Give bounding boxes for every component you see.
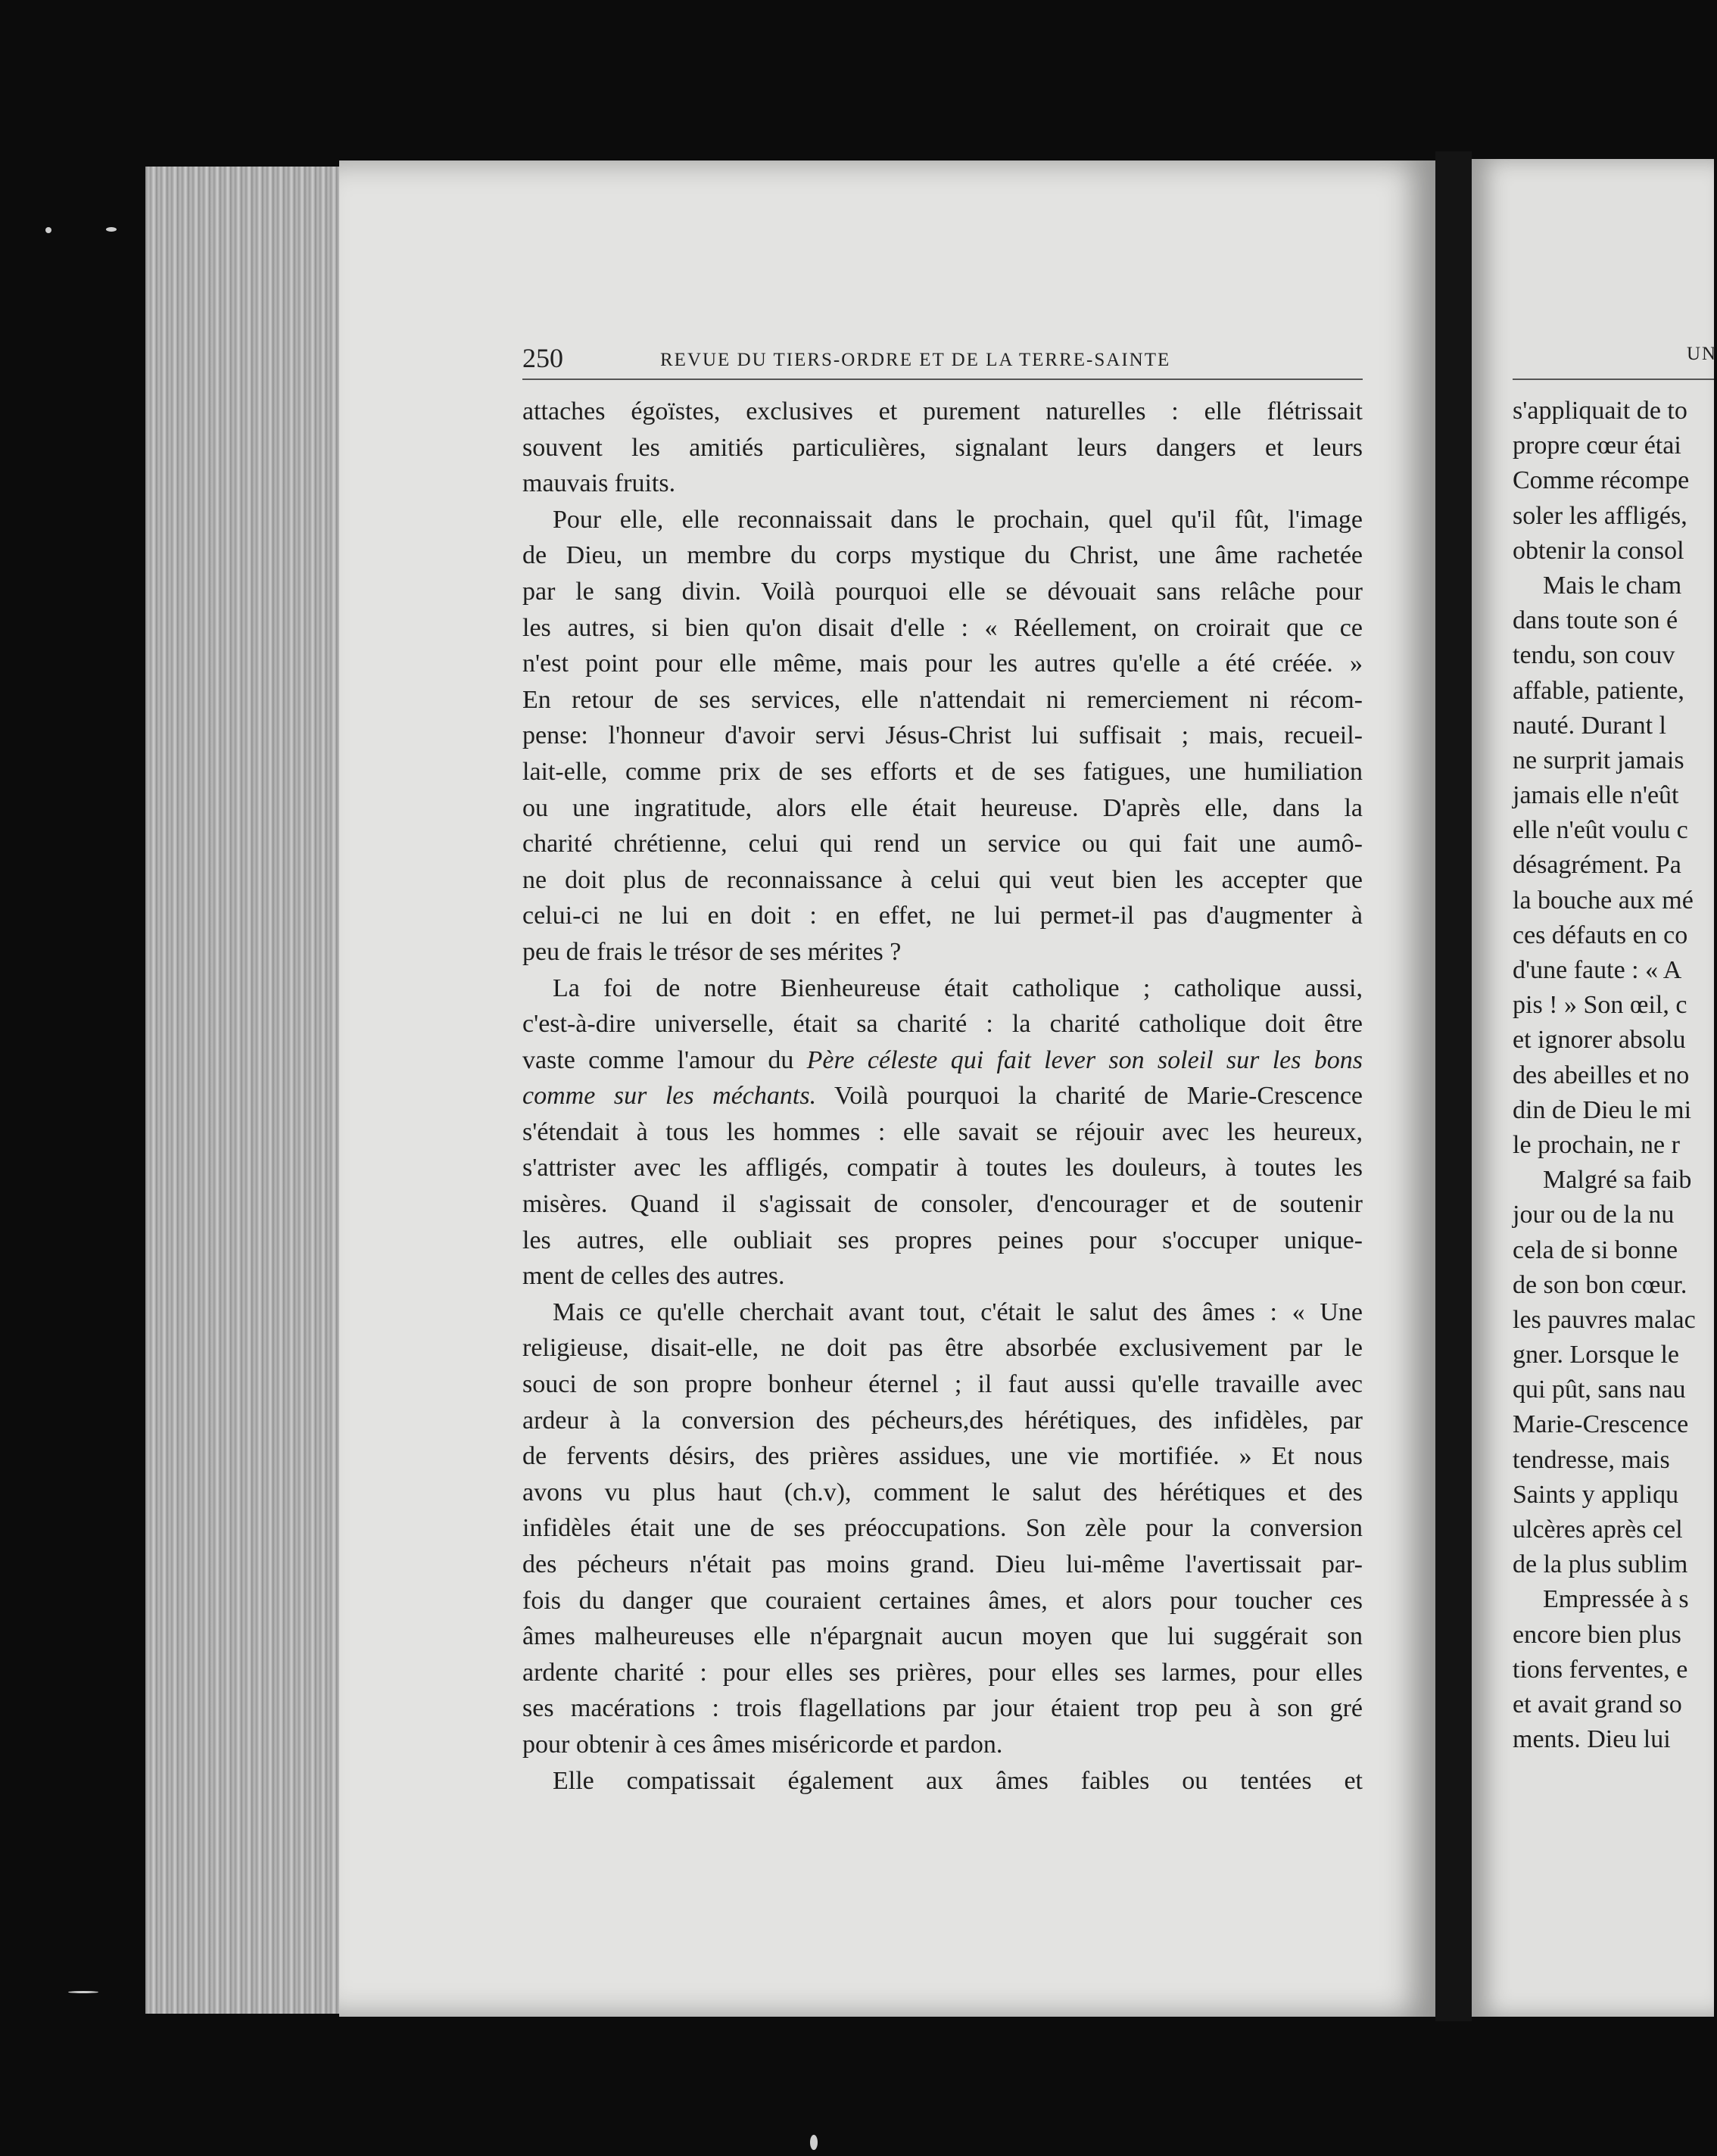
line-text: Elle compatissait également aux âmes faibles ou tentées et (553, 1766, 1363, 1795)
line-text: n'est point pour elle même, mais pour les autres qu'elle a été créée. » (522, 650, 1363, 678)
right-text-line: propre cœur étai (1513, 432, 1681, 460)
right-text-line: jour ou de la nu (1513, 1201, 1675, 1229)
line-text: infidèles était une de ses préoccupations. Son zèle pour la conversion (522, 1514, 1363, 1543)
text-line (522, 537, 1363, 574)
right-text-line: des abeilles et no (1513, 1061, 1690, 1089)
text-line (522, 1619, 1363, 1655)
text-line (522, 1475, 1363, 1511)
dust-speck (106, 227, 117, 232)
line-text: des pécheurs n'était pas moins grand. Dieu lui-même l'avertissait par- (522, 1550, 1363, 1578)
text-line (522, 790, 1363, 827)
text-line (522, 1510, 1363, 1547)
text-line (522, 1006, 1363, 1042)
right-text-line: ces défauts en co (1513, 921, 1688, 949)
dust-speck (810, 2135, 818, 2150)
line-text: ardente charité : pour elles ses prières, pour elles ses larmes, pour elles (522, 1658, 1363, 1687)
right-text-line: Empressée à s (1543, 1585, 1689, 1614)
text-line (522, 971, 1363, 1007)
text-line (522, 1330, 1363, 1366)
right-text-line: qui pût, sans nau (1513, 1376, 1686, 1404)
right-text-line: Comme récompe (1513, 466, 1690, 495)
right-text-line: les pauvres malac (1513, 1305, 1696, 1334)
running-header: REVUE DU TIERS-ORDRE ET DE LA TERRE-SAINTE (660, 350, 1171, 370)
line-text: ses macérations : trois flagellations par jour étaient trop peu à son gré (522, 1694, 1363, 1723)
book-page-edges (145, 167, 344, 2014)
text-line (522, 430, 1363, 466)
line-text: En retour de ses services, elle n'attendait ni remerciement ni récom- (522, 685, 1363, 714)
text-line (522, 1258, 1363, 1295)
right-text-line: de son bon cœur. (1513, 1270, 1687, 1299)
dust-speck (45, 227, 51, 233)
line-text: pour obtenir à ces âmes miséricorde et pardon. (522, 1730, 1003, 1759)
text-line (522, 1295, 1363, 1331)
line-text: Pour elle, elle reconnaissait dans le prochain, quel qu'il fût, l'image (553, 505, 1363, 534)
text-line (522, 898, 1363, 934)
line-text: ment de celles des autres. (522, 1262, 785, 1291)
right-text-line: soler les affligés, (1513, 501, 1687, 530)
text-line (522, 1763, 1363, 1799)
line-text: pense: l'honneur d'avoir servi Jésus-Christ lui suffisait ; mais, recueil- (522, 721, 1363, 750)
text-line (522, 1438, 1363, 1475)
text-line (522, 1223, 1363, 1259)
text-line (522, 754, 1363, 790)
text-line (522, 1403, 1363, 1439)
line-text: charité chrétienne, celui qui rend un service ou qui fait une aumô- (522, 830, 1363, 858)
line-text: ne doit plus de reconnaissance à celui qui veut bien les accepter que (522, 865, 1363, 894)
line-text: ou une ingratitude, alors elle était heureuse. D'après elle, dans la (522, 793, 1363, 822)
text-line (522, 646, 1363, 682)
line-text: peu de frais le trésor de ses mérites ? (522, 937, 902, 966)
text-line (522, 1655, 1363, 1691)
dust-speck (68, 1991, 98, 1993)
right-text-line: ne surprit jamais (1513, 746, 1684, 774)
text-line (522, 610, 1363, 646)
line-text: misères. Quand il s'agissait de consoler, d'encourager et de soutenir (522, 1190, 1363, 1219)
right-text-line: ulcères après cel (1513, 1516, 1683, 1544)
right-header-rule (1513, 379, 1714, 380)
text-line (522, 1366, 1363, 1403)
italic-text: Père céleste qui fait lever son soleil sur les bons (806, 1045, 1363, 1074)
line-text: par le sang divin. Voilà pourquoi elle se dévouait sans relâche pour (522, 577, 1363, 606)
page-number: 250 (522, 343, 563, 373)
right-text-line: le prochain, ne r (1513, 1130, 1680, 1159)
right-text-line: tions ferventes, e (1513, 1655, 1688, 1684)
right-text-line: elle n'eût voulu c (1513, 816, 1688, 845)
right-text-line: et ignorer absolu (1513, 1026, 1686, 1055)
text-line (522, 1583, 1363, 1619)
right-text-line: din de Dieu le mi (1513, 1095, 1692, 1124)
right-text-line: jamais elle n'eût (1513, 781, 1679, 810)
header-rule (522, 379, 1363, 380)
line-text: lait-elle, comme prix de ses efforts et de ses fatigues, une humiliation (522, 757, 1363, 786)
text-line (522, 862, 1363, 899)
right-text-line: la bouche aux mé (1513, 886, 1694, 914)
right-text-line: et avait grand so (1513, 1690, 1682, 1718)
line-text: souci de son propre bonheur éternel ; il faut aussi qu'elle travaille avec (522, 1370, 1363, 1399)
text-line (522, 1186, 1363, 1223)
text-line (522, 1042, 1363, 1079)
text-line (522, 718, 1363, 754)
text-line (522, 466, 1363, 502)
text-line (522, 574, 1363, 610)
right-text-line: tendu, son couv (1513, 641, 1675, 670)
line-text: mauvais fruits. (522, 469, 676, 498)
text-line (522, 1547, 1363, 1583)
line-text: celui-ci ne lui en doit : en effet, ne lui permet-il pas d'augmenter à (522, 902, 1363, 930)
right-text-line: tendresse, mais (1513, 1445, 1670, 1474)
book-gutter (1435, 151, 1472, 2021)
line-text: âmes malheureuses elle n'épargnait aucun moyen que lui suggérait son (522, 1622, 1363, 1651)
right-text-line: s'appliquait de to (1513, 397, 1687, 425)
right-text-line: gner. Lorsque le (1513, 1341, 1679, 1369)
line-text: de Dieu, un membre du corps mystique du Christ, une âme rachetée (522, 541, 1363, 570)
right-text-line: d'une faute : « A (1513, 956, 1682, 984)
line-text: attaches égoïstes, exclusives et purement naturelles : elle flétrissait (522, 397, 1363, 425)
text-line (522, 502, 1363, 538)
right-text-line: encore bien plus (1513, 1620, 1681, 1649)
italic-text: comme sur les méchants. (522, 1082, 817, 1111)
right-text-line: Saints y appliqu (1513, 1480, 1679, 1509)
line-text: s'étendait à tous les hommes : elle savait se réjouir avec les heureux, (522, 1117, 1363, 1146)
right-text-line: dans toute son é (1513, 606, 1678, 635)
line-text: Mais ce qu'elle cherchait avant tout, c'était le salut des âmes : « Une (553, 1298, 1363, 1326)
right-text-line: Mais le cham (1543, 571, 1682, 600)
right-text-line: pis ! » Son œil, c (1513, 991, 1687, 1020)
line-text-after: Voilà pourquoi la charité de Marie-Crescence (816, 1082, 1363, 1111)
line-text: souvent les amitiés particulières, signalant leurs dangers et leurs (522, 433, 1363, 462)
text-line (522, 934, 1363, 971)
right-text-line: cela de si bonne (1513, 1235, 1678, 1264)
line-text: les autres, si bien qu'on disait d'elle : « Réellement, on croirait que ce (522, 613, 1363, 642)
right-text-line: nauté. Durant l (1513, 711, 1666, 740)
line-text: s'attrister avec les affligés, compatir à toutes les douleurs, à toutes les (522, 1154, 1363, 1182)
right-text-line: désagrément. Pa (1513, 851, 1681, 880)
text-line (522, 682, 1363, 718)
line-text: de fervents désirs, des prières assidues, une vie mortifiée. » Et nous (522, 1442, 1363, 1471)
right-running-header: UN (1687, 344, 1717, 364)
text-line (522, 394, 1363, 430)
right-page-text (1513, 394, 1714, 1757)
right-text-line: Marie-Crescence (1513, 1410, 1689, 1439)
right-text-line: Malgré sa faib (1543, 1166, 1692, 1195)
text-line (522, 1114, 1363, 1151)
text-line (522, 1690, 1363, 1727)
text-line (522, 1727, 1363, 1763)
right-text-line: obtenir la consol (1513, 536, 1684, 565)
line-text: les autres, elle oubliait ses propres peines pour s'occuper unique- (522, 1226, 1363, 1254)
line-text: ardeur à la conversion des pécheurs,des hérétiques, des infidèles, par (522, 1406, 1363, 1435)
line-text: c'est-à-dire universelle, était sa charité : la charité catholique doit être (522, 1010, 1363, 1039)
line-text: avons vu plus haut (ch.v), comment le salut des hérétiques et des (522, 1478, 1363, 1506)
left-page-text (522, 394, 1363, 1799)
text-line (522, 1150, 1363, 1186)
line-text: religieuse, disait-elle, ne doit pas être absorbée exclusivement par le (522, 1334, 1363, 1363)
right-text-line: affable, patiente, (1513, 676, 1684, 705)
right-text-line: de la plus sublim (1513, 1550, 1688, 1579)
line-text: vaste comme l'amour du (522, 1045, 794, 1074)
text-line (522, 1078, 1363, 1114)
right-text-line: ments. Dieu lui (1513, 1725, 1671, 1754)
text-line (522, 826, 1363, 862)
line-text: La foi de notre Bienheureuse était catholique ; catholique aussi, (553, 974, 1363, 1002)
line-text: fois du danger que couraient certaines âmes, et alors pour toucher ces (522, 1586, 1363, 1615)
